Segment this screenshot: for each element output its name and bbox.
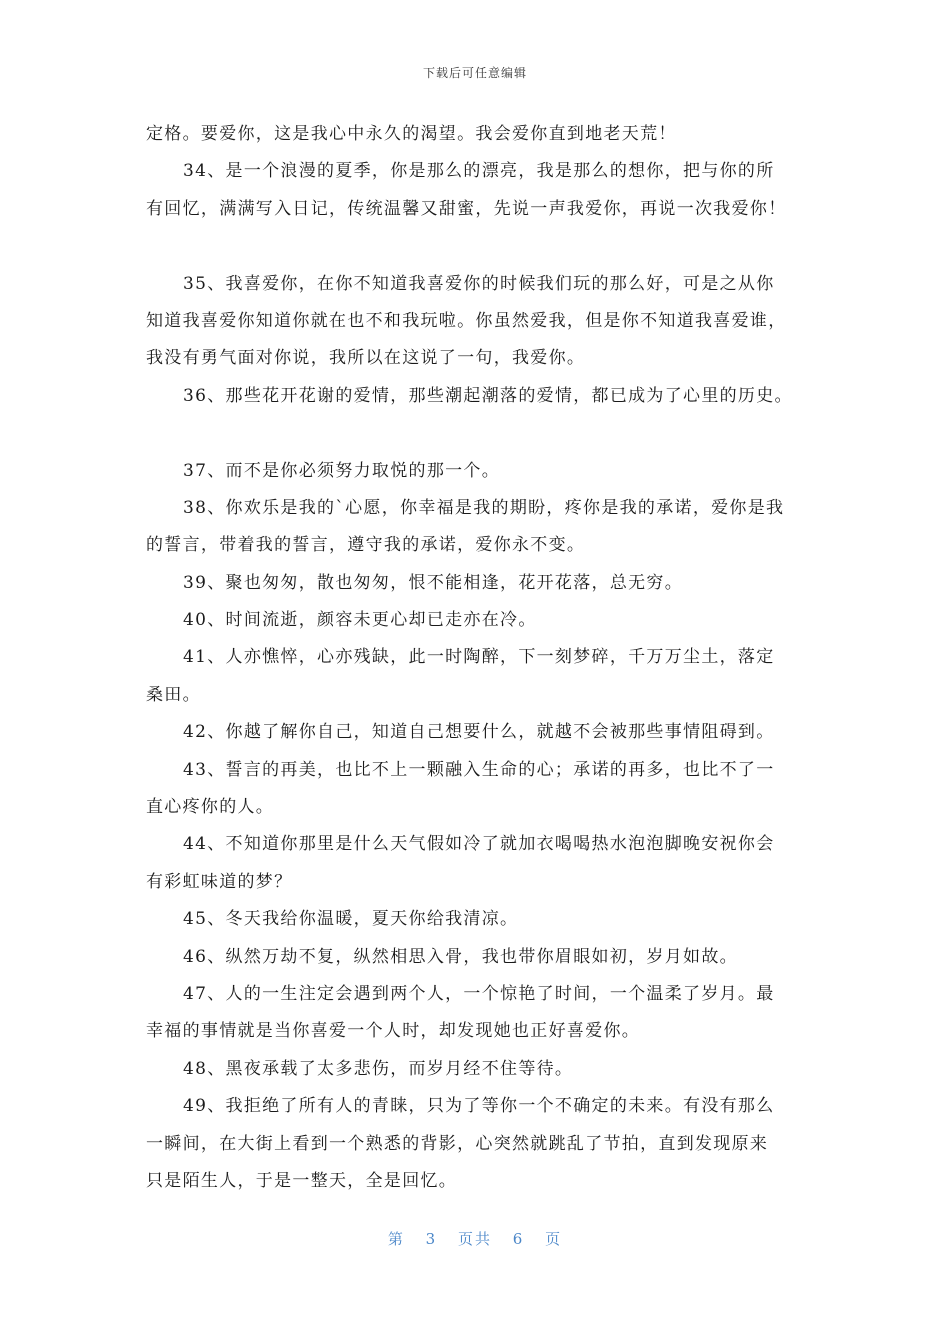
document-body <box>146 116 814 1200</box>
paragraph-line: 42、你越了解你自己，知道自己想要什么，就越不会被那些事情阻碍到。 <box>183 722 775 743</box>
paragraph-line: 35、我喜爱你，在你不知道我喜爱你的时候我们玩的那么好，可是之从你 <box>183 273 775 294</box>
paragraph-line: 幸福的事情就是当你喜爱一个人时，却发现她也正好喜爱你。 <box>146 1021 641 1042</box>
paragraph-line: 45、冬天我给你温暖，夏天你给我清凉。 <box>183 909 519 930</box>
paragraph-line: 有回忆，满满写入日记，传统温馨又甜蜜，先说一声我爱你，再说一次我爱你！ <box>146 198 787 219</box>
paragraph-line: 43、誓言的再美，也比不上一颗融入生命的心；承诺的再多，也比不了一 <box>183 759 775 780</box>
page-number-footer: 第 3 页共 6 页 <box>387 1230 563 1248</box>
paragraph-line: 的誓言，带着我的誓言，遵守我的承诺，爱你永不变。 <box>146 535 586 556</box>
paragraph-line: 44、不知道你那里是什么天气假如冷了就加衣喝喝热水泡泡脚晚安祝你会 <box>183 834 775 855</box>
paragraph-gap <box>146 228 814 265</box>
paragraph-line: 一瞬间，在大街上看到一个熟悉的背影，心突然就跳乱了节拍，直到发现原来 <box>146 1133 769 1154</box>
paragraph-line: 定格。要爱你，这是我心中永久的渴望。我会爱你直到地老天荒！ <box>146 124 677 144</box>
paragraph-line: 48、黑夜承载了太多悲伤，而岁月经不住等待。 <box>183 1058 574 1079</box>
paragraph-line: 38、你欢乐是我的`心愿，你幸福是我的期盼，疼你是我的承诺，爱你是我 <box>183 497 785 518</box>
paragraph-line: 47、人的一生注定会遇到两个人，一个惊艳了时间，一个温柔了岁月。最 <box>183 983 775 1004</box>
paragraph-line: 46、纵然万劫不复，纵然相思入骨，我也带你眉眼如初，岁月如故。 <box>183 946 738 967</box>
paragraph-line: 知道我喜爱你知道你就在也不和我玩啦。你虽然爱我，但是你不知道我喜爱谁， <box>146 310 787 331</box>
paragraph-line: 41、人亦憔悴，心亦残缺，此一时陶醉，下一刻梦碎，千万万尘土，落定 <box>183 647 775 668</box>
paragraph-line: 39、聚也匆匆，散也匆匆，恨不能相逢，花开花落，总无穷。 <box>183 572 684 593</box>
paragraph-line: 有彩虹味道的梦？ <box>146 871 293 892</box>
paragraph-line: 34、是一个浪漫的夏季，你是那么的漂亮，我是那么的想你，把与你的所 <box>183 161 775 182</box>
paragraph-line: 36、那些花开花谢的爱情，那些潮起潮落的爱情，都已成为了心里的历史。 <box>183 385 793 406</box>
paragraph-line: 49、我拒绝了所有人的青睐，只为了等你一个不确定的未来。有没有那么 <box>183 1096 775 1117</box>
paragraph-line: 直心疼你的人。 <box>146 797 275 818</box>
paragraph-line: 只是陌生人，于是一整天，全是回忆。 <box>146 1170 458 1191</box>
paragraph-line: 40、时间流逝，颜容未更心却已走亦在冷。 <box>183 610 537 631</box>
paragraph-line: 我没有勇气面对你说，我所以在这说了一句，我爱你。 <box>146 348 586 369</box>
page-header: 下载后可任意编辑 <box>422 66 527 80</box>
paragraph-gap <box>146 415 814 452</box>
paragraph-line: 37、而不是你必须努力取悦的那一个。 <box>183 460 501 481</box>
paragraph-line: 桑田。 <box>146 684 201 705</box>
